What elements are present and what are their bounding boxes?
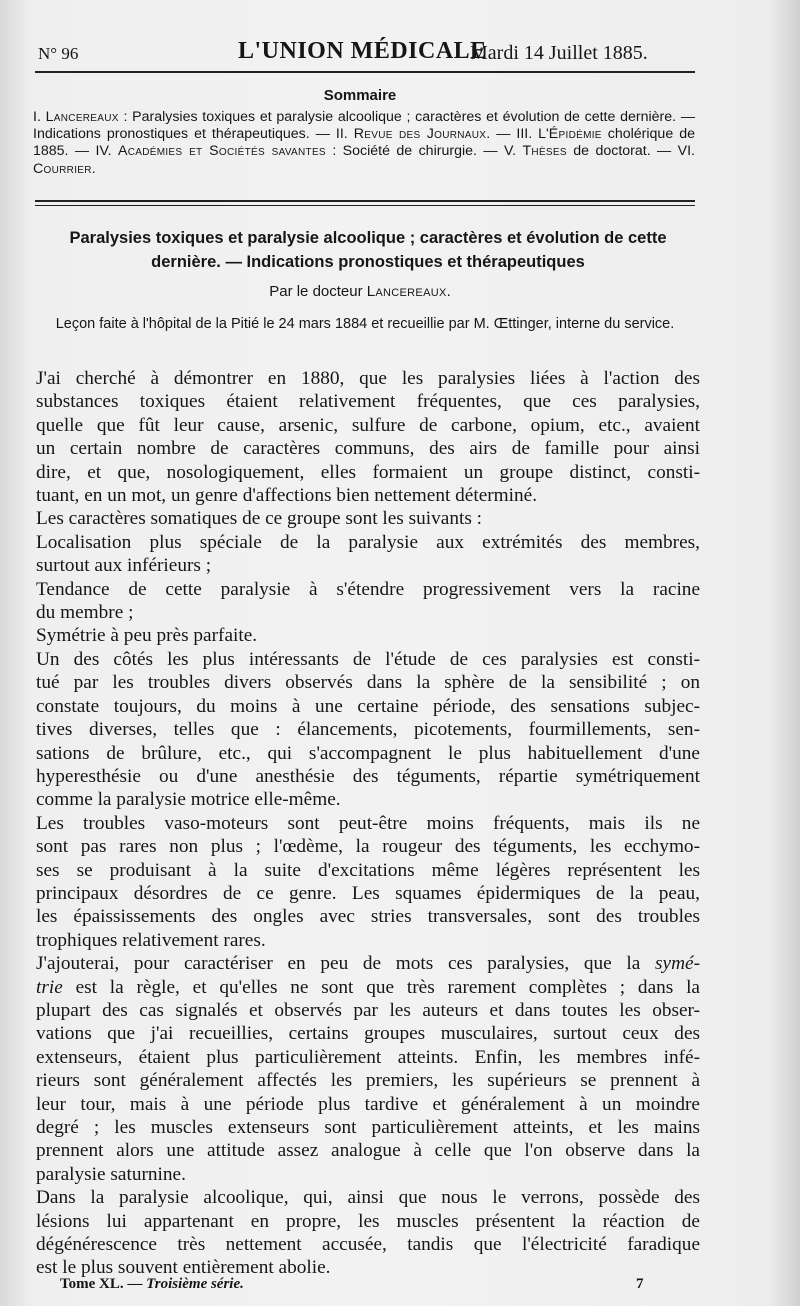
summary-rule-thin bbox=[35, 205, 695, 206]
tome-label: Tome XL. — Troisième série. bbox=[60, 1276, 244, 1292]
paragraph: Un des côtés les plus intéressants de l'étude de ces paralysies est consti- tué par les troubles divers observés dans la sphère de la sensibilité ; on constate toujours, du moins à une certaine période, des sensations subjec- tives diverses, telles que : élancements, picotements, fourmillements, sen- sations de brûlure, etc., qui s'accompagnent le plus habituellement d'une hyperesthésie ou d'une anesthésie des téguments, répartie symétriquement comme la paralysie motrice elle-même. bbox=[36, 648, 700, 811]
page-header bbox=[38, 36, 738, 70]
article-author: Par le docteur Lancereaux. bbox=[269, 283, 451, 300]
issue-date: Mardi 14 Juillet 1885. bbox=[470, 42, 648, 64]
journal-title: L'UNION MÉDICALE bbox=[238, 38, 487, 64]
summary-rule bbox=[35, 200, 695, 202]
paragraph: Localisation plus spéciale de la paralysie aux extrémités des membres, surtout aux inférieurs ; bbox=[36, 531, 700, 577]
lecture-note: Leçon faite à l'hôpital de la Pitié le 24 mars 1884 et recueillie par M. Œttinger, interne du service. bbox=[55, 316, 675, 332]
paragraph: Les caractères somatiques de ce groupe sont les suivants : bbox=[36, 508, 483, 530]
summary: I. Lancereaux : Paralysies toxiques et paralysie alcoolique ; caractères et évolution de cette dernière. — Indications pronostiques et thérapeutiques. — II. Revue des Journaux. — III. L'Épidémie cholérique de 1885. — IV. Académies et Sociétés savantes : Société de chirurgie. — V. Thèses de doctorat. — VI. Courrier. bbox=[33, 109, 696, 177]
page-number: 7 bbox=[636, 1276, 644, 1292]
summary-title: Sommaire bbox=[323, 87, 397, 104]
issue-number: N° 96 bbox=[38, 44, 79, 63]
paragraph: Symétrie à peu près parfaite. bbox=[36, 625, 258, 647]
paragraph: J'ai cherché à démontrer en 1880, que les paralysies liées à l'action des substances toxiques étaient relativement fréquentes, que ces paralysies, quelle que fût leur cause, arsenic, sulfure de carbone, opium, etc., avaient un certain nombre de caractères communs, des airs de famille pour ainsi dire, et que, nosologiquement, elles formaient un groupe distinct, consti- tuant, en un mot, un genre d'affections bien nettement déterminé. bbox=[36, 368, 700, 507]
summary-author: Lancereaux bbox=[45, 109, 119, 125]
paragraph: Dans la paralysie alcoolique, qui, ainsi que nous le verrons, possède des lésions lui appartenant en propre, les muscles présentent la réaction de dégénérescence très nettement accusée, tandis que l'électricité faradique est le plus souvent entièrement abolie. bbox=[36, 1187, 700, 1279]
paragraph: Tendance de cette paralysie à s'étendre progressivement vers la racine du membre ; bbox=[36, 578, 700, 624]
article-title: Paralysies toxiques et paralysie alcoolique ; caractères et évolution de cette dernière. — Indications pronostiques et thérapeutiques bbox=[69, 229, 667, 271]
paragraph: J'ajouterai, pour caractériser en peu de mots ces paralysies, que la symé- trie est la règle, et qu'elles ne sont que très rarement complètes ; dans la plupart des cas signalés et observés par les auteurs et dans toutes les obser- vations que j'ai recueillies, certains groupes musculaires, surtout ceux des extenseurs, étaient plus particulièrement atteints. Enfin, les membres infé- rieurs sont généralement affectés les premiers, les supérieurs se prennent à leur tour, mais à une période plus tardive et généralement à un moindre degré ; les muscles extenseurs sont particulièrement atteints, et les mains prennent alors une attitude assez analogue à celle que l'on observe dans la paralysie saturnine. bbox=[36, 953, 700, 1185]
article-body bbox=[20, 367, 700, 1280]
paragraph: Les troubles vaso-moteurs sont peut-être moins fréquents, mais ils ne sont pas rares non plus ; l'œdème, la rougeur des téguments, les ecchymo- ses se produisant à la suite d'excitations même légères représentent les principaux désordres de ce genre. Les squames épidermiques de la peau, les épaississements des ongles avec stries transversales, sont des troubles trophiques relativement rares. bbox=[36, 812, 700, 951]
header-rule bbox=[35, 71, 695, 73]
